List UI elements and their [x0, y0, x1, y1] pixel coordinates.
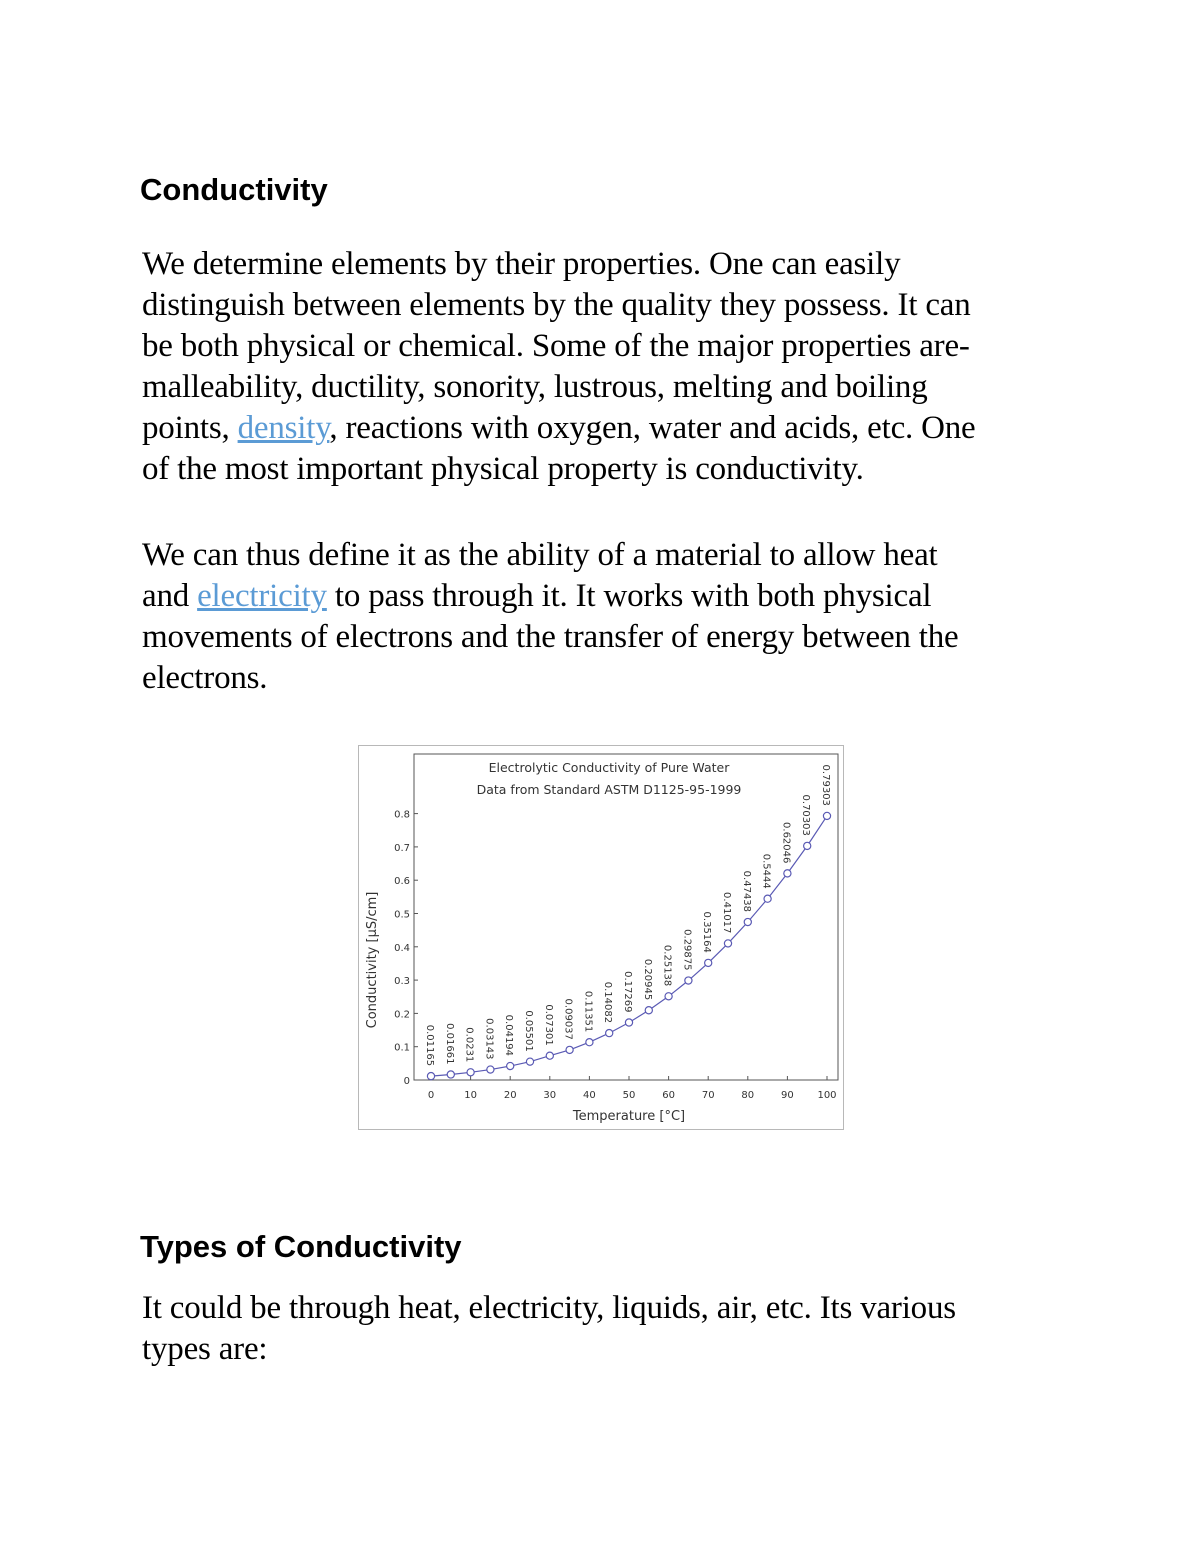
- conductivity-chart-figure: [358, 745, 844, 1130]
- y-tick-label: 0.3: [394, 976, 410, 988]
- intro-line-1: We determine elements by their properties. One can easily: [142, 246, 901, 282]
- x-tick-label: 0: [427, 1090, 435, 1101]
- data-point: [784, 870, 791, 877]
- data-value-label: 0.0231: [463, 1027, 475, 1063]
- definition-paragraph: [142, 535, 1062, 699]
- data-value-label: 0.01661: [443, 1023, 455, 1065]
- types-line-1: It could be through heat, electricity, liquids, air, etc. Its various: [142, 1290, 956, 1326]
- intro-line-5: [142, 408, 1062, 449]
- y-tick-label: 0.4: [394, 942, 410, 954]
- data-point: [705, 959, 712, 966]
- y-tick-label: 0.7: [394, 842, 410, 854]
- y-tick-label: 0.2: [394, 1009, 410, 1021]
- data-point: [744, 918, 751, 925]
- data-point: [507, 1062, 514, 1069]
- data-point: [447, 1071, 454, 1078]
- section-heading-types: Types of Conductivity: [140, 1229, 462, 1264]
- data-point: [546, 1052, 553, 1059]
- data-point: [804, 842, 811, 849]
- y-tick-label: 0.6: [394, 876, 410, 888]
- x-tick-label: 70: [701, 1090, 715, 1101]
- data-value-label: 0.5444: [760, 853, 772, 889]
- x-tick-label: 20: [503, 1090, 517, 1101]
- data-point: [823, 812, 830, 819]
- types-paragraph: [142, 1288, 1062, 1370]
- x-axis-label: Temperature [°C]: [572, 1109, 686, 1124]
- y-tick-label: 0: [403, 1076, 410, 1087]
- x-tick-label: 30: [543, 1090, 557, 1101]
- intro-paragraph: [142, 244, 1062, 490]
- data-value-label: 0.35164: [701, 911, 713, 953]
- data-point: [606, 1030, 613, 1037]
- electricity-link[interactable]: electricity: [197, 578, 327, 614]
- intro-line-4: malleability, ductility, sonority, lustrous, melting and boiling: [142, 369, 928, 405]
- data-value-label: 0.11351: [582, 990, 594, 1033]
- definition-line-4: electrons.: [142, 660, 268, 696]
- data-point: [685, 977, 692, 984]
- plot-area-frame: [414, 754, 838, 1080]
- chart-subtitle: Data from Standard ASTM D1125-95-1999: [476, 782, 742, 797]
- data-point: [764, 895, 771, 902]
- definition-line-2: [142, 576, 1062, 617]
- intro-line-3: be both physical or chemical. Some of the major properties are-: [142, 328, 970, 364]
- data-value-label: 0.17269: [622, 971, 633, 1013]
- data-value-label: 0.03143: [483, 1018, 495, 1060]
- data-value-label: 0.29875: [681, 929, 693, 971]
- data-value-label: 0.47438: [740, 870, 752, 913]
- conductivity-chart: [359, 746, 843, 1129]
- data-value-label: 0.09037: [562, 998, 574, 1040]
- x-tick-label: 90: [781, 1090, 794, 1101]
- density-link[interactable]: density: [237, 410, 330, 446]
- data-point: [487, 1066, 494, 1073]
- chart-title: Electrolytic Conductivity of Pure Water: [488, 760, 730, 775]
- data-value-label: 0.14082: [602, 981, 614, 1024]
- types-line-2: types are:: [142, 1331, 268, 1367]
- x-tick-label: 100: [817, 1090, 837, 1101]
- data-value-label: 0.20945: [641, 958, 653, 1001]
- data-point: [566, 1046, 573, 1053]
- intro-line-2: distinguish between elements by the quality they possess. It can: [142, 287, 971, 323]
- data-value-label: 0.01165: [424, 1024, 435, 1067]
- data-point: [665, 993, 672, 1000]
- data-point: [427, 1073, 434, 1080]
- data-value-label: 0.05501: [523, 1010, 534, 1052]
- data-value-label: 0.79303: [820, 764, 831, 806]
- data-value-label: 0.41017: [721, 892, 732, 934]
- x-tick-label: 10: [464, 1090, 477, 1101]
- data-value-label: 0.62046: [780, 822, 792, 864]
- definition-line-3: movements of electrons and the transfer of energy between the: [142, 619, 959, 655]
- intro-line-6: of the most important physical property is conductivity.: [142, 451, 864, 487]
- section-heading-conductivity: Conductivity: [140, 172, 328, 207]
- data-value-label: 0.25138: [661, 944, 673, 987]
- data-point: [526, 1058, 533, 1065]
- definition-line-1: We can thus define it as the ability of a material to allow heat: [142, 537, 938, 573]
- data-point: [586, 1039, 593, 1046]
- definition-line-2-end: to pass through it. It works with both physical: [326, 578, 932, 614]
- x-tick-label: 60: [662, 1090, 675, 1101]
- y-axis-label: Conductivity [µS/cm]: [365, 891, 380, 1029]
- x-tick-label: 50: [622, 1090, 636, 1101]
- intro-line-5-start: points,: [142, 410, 238, 446]
- y-tick-label: 0.1: [394, 1042, 410, 1054]
- intro-line-5-end: , reactions with oxygen, water and acids, etc. One: [329, 410, 976, 446]
- data-point: [645, 1007, 652, 1014]
- data-point: [724, 940, 731, 947]
- data-value-label: 0.07301: [542, 1004, 554, 1046]
- y-tick-label: 0.8: [394, 809, 410, 821]
- x-tick-label: 40: [583, 1090, 596, 1101]
- data-point: [467, 1069, 474, 1076]
- x-tick-label: 80: [741, 1090, 755, 1101]
- data-value-label: 0.04194: [503, 1014, 515, 1057]
- data-point: [625, 1019, 632, 1026]
- y-tick-label: 0.5: [394, 909, 410, 921]
- data-value-label: 0.70303: [800, 794, 812, 836]
- definition-line-2-start: and: [142, 578, 198, 614]
